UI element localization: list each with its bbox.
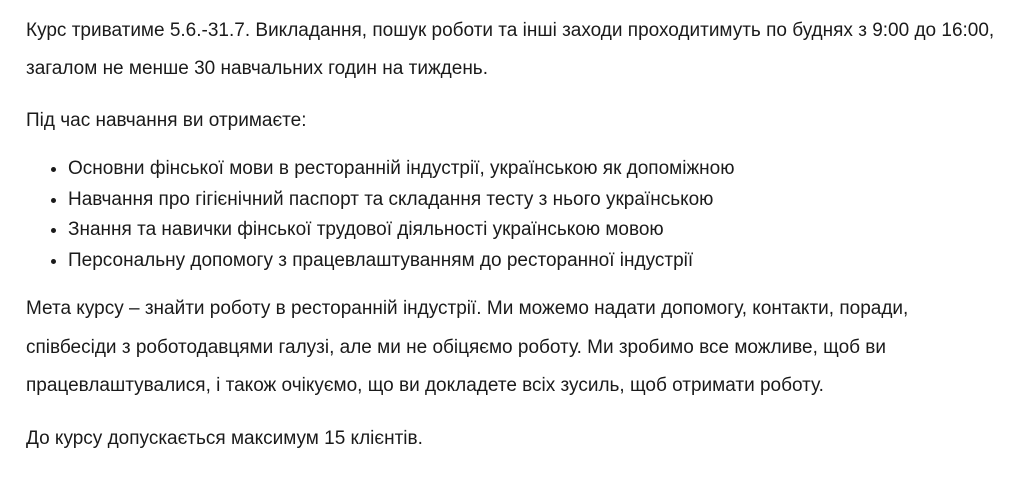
list-item: • Основни фінської мови в ресторанній індустрії, українською як допоміжною [68, 154, 1004, 185]
course-goal-paragraph: Мета курсу – знайти роботу в ресторанній індустрії. Ми можемо надати допомогу, контакти, поради, співбесіди з роботодавцями галузі, але ми не обіцяємо роботу. Ми зробимо все можливе, щоб ви працевлаштувалися, і також очікуємо, що ви докладете всіх зусиль, щоб отримати роботу. [26, 298, 909, 396]
list-item: • Знання та навички фінської трудової діяльності українською мовою [68, 215, 1004, 246]
list-item: • Навчання про гігієнічний паспорт та складання тесту з нього українською [68, 185, 1004, 216]
list-item: • Персональну допомогу з працевлаштуванням до ресторанної індустрії [68, 246, 1004, 277]
benefits-intro-paragraph: Під час навчання ви отримаєте: [26, 110, 307, 131]
max-clients-paragraph: До курсу допускається максимум 15 клієнтів. [26, 427, 423, 449]
course-schedule-paragraph: Курс триватиме 5.6.-31.7. Викладання, пошук роботи та інші заходи проходитимуть по буднях з 9:00 до 16:00, загалом не менше 30 навчальних годин на тиждень. [26, 20, 995, 79]
benefits-list [26, 154, 1004, 276]
